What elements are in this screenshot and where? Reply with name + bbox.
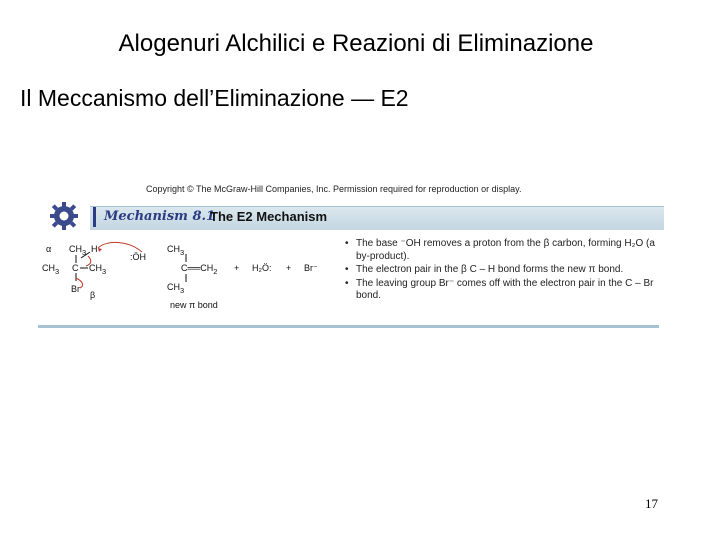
mechanism-title: The E2 Mechanism — [210, 209, 328, 224]
water-product: H₂Ö: — [252, 263, 272, 273]
mechanism-label: Mechanism 8.1 — [104, 209, 216, 224]
substrate-top-methyl: $CH_3$ — [69, 244, 87, 257]
substrate-right-methyl: $CH_3$ — [89, 263, 107, 276]
plus-sign-1: + — [234, 263, 240, 273]
gear-icon — [44, 200, 84, 232]
slide-title: Alogenuri Alchilici e Reazioni di Eliminazione — [118, 30, 594, 57]
leaving-group: Br — [71, 284, 80, 294]
reaction-diagram — [38, 238, 338, 318]
base-hydroxide: :ÖH — [130, 252, 147, 262]
figure-bottom-rule — [38, 325, 659, 328]
bullet-item: • The leaving group Br⁻ comes off with the electron pair in the C – Br bond. — [343, 278, 663, 303]
new-pi-bond-note: new π bond — [170, 300, 218, 310]
bullet-item: • The electron pair in the β C – H bond forms the new π bond. — [343, 264, 663, 277]
alpha-label: α — [46, 244, 52, 254]
beta-label: β — [90, 290, 96, 300]
product-top-methyl: $CH_3$ — [167, 244, 185, 257]
mechanism-banner — [38, 200, 664, 232]
slide-subtitle: Il Meccanismo dell’Eliminazione — E2 — [20, 85, 409, 111]
substrate-left-methyl: $CH_3$ — [42, 263, 60, 276]
bullet-item: • The base ⁻OH removes a proton from the β carbon, forming H₂O (a by-product). — [343, 238, 663, 263]
plus-sign-2: + — [286, 263, 292, 273]
page-number: 17 — [645, 496, 658, 511]
product-bottom-methyl: $CH_3$ — [167, 282, 185, 295]
mechanism-bullets — [343, 238, 663, 304]
copyright-notice: Copyright © The McGraw-Hill Companies, Inc. Permission required for reproduction or display. — [146, 184, 522, 194]
central-carbon: C — [72, 263, 79, 273]
banner-divider — [93, 207, 96, 227]
beta-hydrogen: H — [91, 244, 98, 254]
product-alkene: $C══CH_2$ — [181, 263, 218, 276]
bromide-product: Br⁻ — [304, 263, 318, 273]
